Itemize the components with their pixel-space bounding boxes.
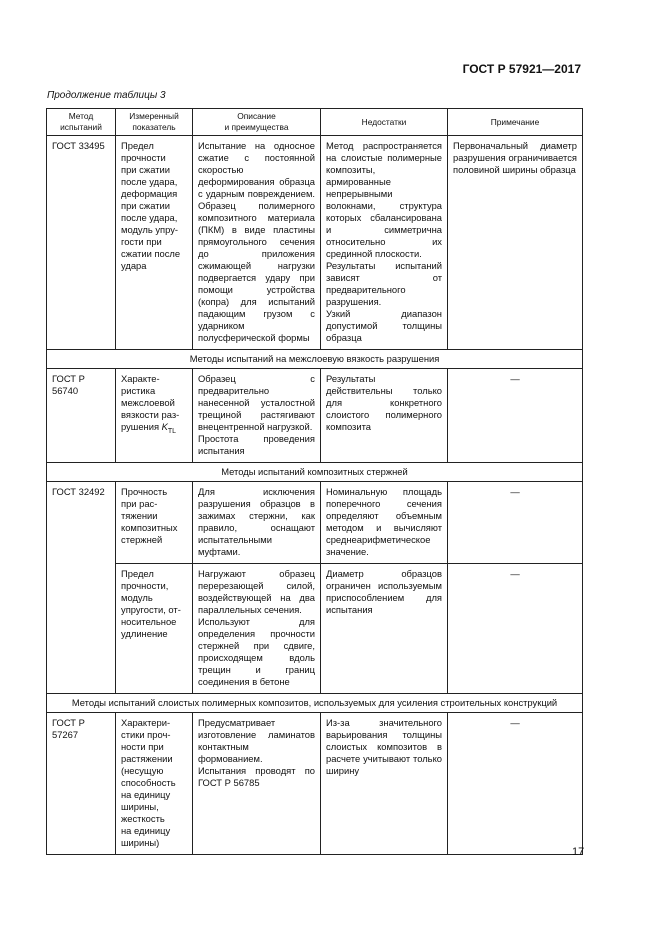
col-header-method: Метод испытаний xyxy=(47,109,116,136)
table-row xyxy=(47,136,583,350)
cell-description: Образец с предварительно нанесенной усталостной трещиной растягивают внецентренной нагрузкой. Простота проведения испытания xyxy=(193,369,321,463)
col-header-description: Описание и преимущества xyxy=(193,109,321,136)
cell-drawbacks: Диаметр образцов ограничен используемым приспособлением для испытания xyxy=(321,564,448,694)
cell-drawbacks: Номинальную площадь поперечного сечения определяют объемным методом и вычисляют среднеарифметическое значение. xyxy=(321,482,448,564)
cell-indicator: Характери- стики проч- ности при растяжении (несущую способность на единицу ширины, жесткость на единицу ширины) xyxy=(116,713,193,855)
table-row xyxy=(47,564,583,694)
cell-method: ГОСТ 32492 xyxy=(47,482,116,694)
section-row xyxy=(47,350,583,369)
cell-method: ГОСТ Р 57267 xyxy=(47,713,116,855)
cell-indicator: Предел прочности при сжатии после удара, деформация при сжатии после удара, модуль упру- гости при сжатии после удара xyxy=(116,136,193,350)
table-row xyxy=(47,369,583,463)
cell-description: Нагружают образец перерезающей силой, воздействующей на два параллельных сечения. Используют для определения прочности стержней при сдвиге, происходящем вдоль трещин и границ соединения в бетоне xyxy=(193,564,321,694)
table-row xyxy=(47,482,583,564)
page-number: 17 xyxy=(572,846,585,858)
section-title: Методы испытаний на межслоевую вязкость разрушения xyxy=(47,350,583,369)
cell-method: ГОСТ 33495 xyxy=(47,136,116,350)
col-header-drawbacks: Недостатки xyxy=(321,109,448,136)
document-code: ГОСТ Р 57921—2017 xyxy=(462,62,581,76)
cell-note: — xyxy=(448,369,583,463)
section-row xyxy=(47,694,583,713)
table-header-row xyxy=(47,109,583,136)
cell-drawbacks: Результаты действительны только для конкретного слоистого полимерного композита xyxy=(321,369,448,463)
col-header-note: Примечание xyxy=(448,109,583,136)
cell-note: Первоначальный диаметр разрушения ограничивается половиной ширины образца xyxy=(448,136,583,350)
cell-description: Испытание на односное сжатие с постоянной скоростью деформирования образца с ударным повреждением. Образец полимерного композитного материала (ПКМ) в виде пластины прямоугольного сечения до приложения сжимающей нагрузки подвергается удару при помощи устройства (копра) для испытаний падающим грузом с ударником полусферической формы xyxy=(193,136,321,350)
symbol-subscript: TL xyxy=(167,427,177,435)
test-methods-table xyxy=(46,108,583,855)
cell-indicator: Прочность при рас- тяжении композитных стержней xyxy=(116,482,193,564)
section-row xyxy=(47,463,583,482)
symbol-k: K xyxy=(161,421,168,432)
cell-description: Для исключения разрушения образцов в зажимах стержни, как правило, оснащают испытательными муфтами. xyxy=(193,482,321,564)
cell-method: ГОСТ Р 56740 xyxy=(47,369,116,463)
table-caption: Продолжение таблицы 3 xyxy=(47,90,166,101)
col-header-indicator: Измеренный показатель xyxy=(116,109,193,136)
cell-note: — xyxy=(448,482,583,564)
cell-note: — xyxy=(448,564,583,694)
cell-indicator: Предел прочности, модуль упругости, от- носительное удлинение xyxy=(116,564,193,694)
table-row xyxy=(47,713,583,855)
section-title: Методы испытаний композитных стержней xyxy=(47,463,583,482)
cell-note: — xyxy=(448,713,583,855)
cell-drawbacks: Метод распространяется на слоистые полимерные композиты, армированные непрерывными волокнами, структура которых сбалансирована и симметрична относительно их срединной плоскости. Результаты испытаний зависят от предварительного разрушения. Узкий диапазон допустимой толщины образца xyxy=(321,136,448,350)
section-title: Методы испытаний слоистых полимерных композитов, используемых для усиления строительных конструкций xyxy=(47,694,583,713)
cell-drawbacks: Из-за значительного варьирования толщины слоистых композитов в расчете учитывают только ширину xyxy=(321,713,448,855)
cell-description: Предусматривает изготовление ламинатов контактным формованием. Испытания проводят по ГОСТ Р 56785 xyxy=(193,713,321,855)
cell-indicator: Характе- ристика межслоевой вязкости раз- рушения $K_{TL}$ xyxy=(116,369,193,463)
